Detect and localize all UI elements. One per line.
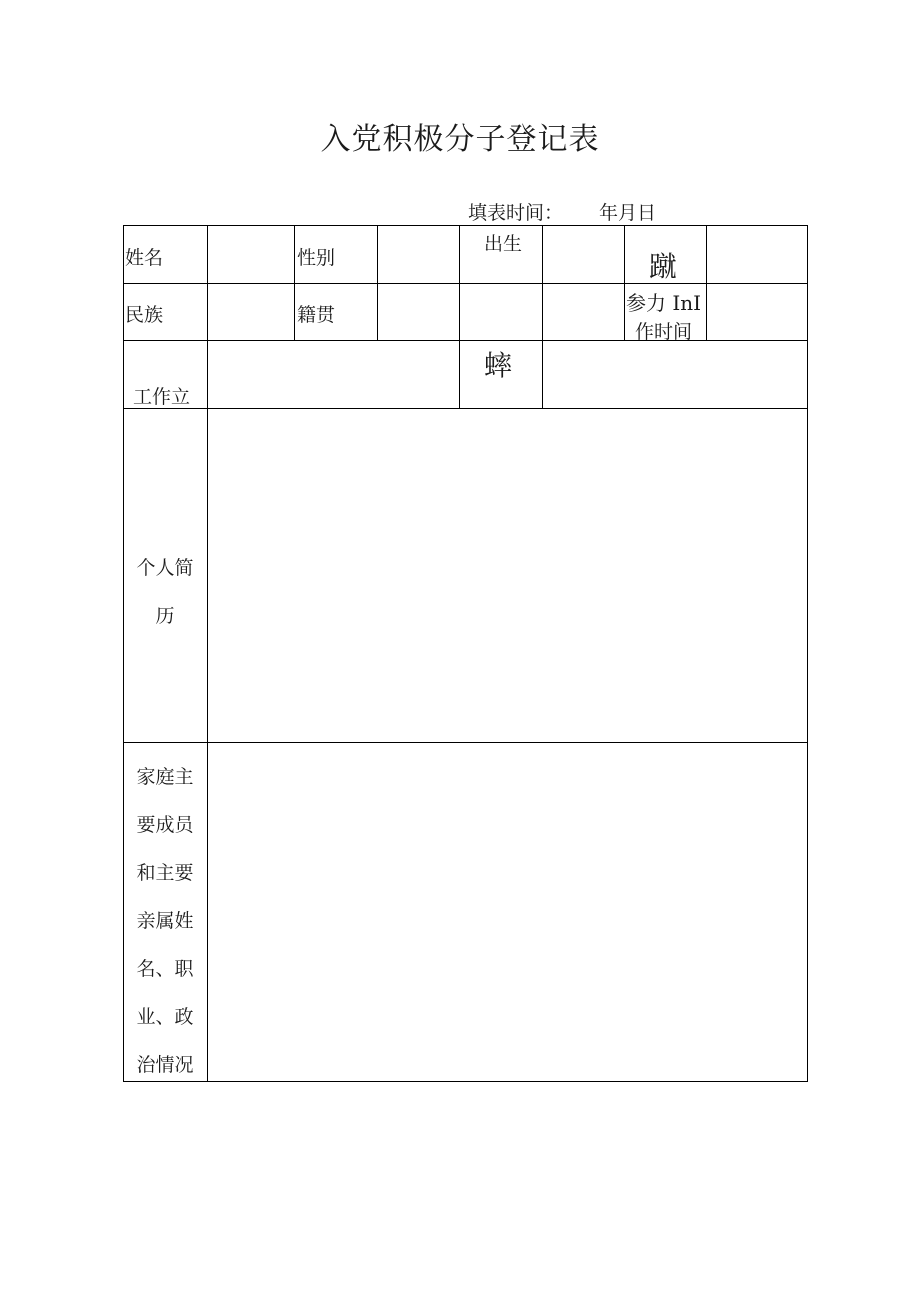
name-label: 姓名 [125,247,164,269]
family-label-line: 治情况 [136,1054,194,1076]
resume-label-line: 个人简 [136,557,194,579]
work-unit-label: 工作立 [133,386,191,408]
table-line [807,225,808,1082]
table-line [123,340,808,341]
resume-label [130,544,200,640]
stamp-glyph: 蹴 [649,250,678,283]
fill-date [468,198,656,225]
work-join-label-line1: 参力 InI [626,291,702,315]
table-line [123,1081,808,1082]
page-title: 入党积极分子登记表 [320,122,600,157]
family-label-line: 业、政 [136,1006,194,1028]
table-line [706,225,707,340]
ethnicity-label: 民族 [125,304,164,326]
birth-label: 出生 [484,233,523,255]
table-line [294,225,295,340]
family-label [130,753,200,1089]
fill-date-value: 年月日 [599,202,657,224]
family-label-line: 亲属姓 [136,910,194,932]
mark-glyph: 蟀 [484,349,513,382]
work-join-label-line2: 作时间 [635,321,693,343]
family-label-line: 名、职 [136,958,194,980]
fill-date-label: 填表时间： [468,202,564,224]
table-line [377,225,378,340]
gender-label: 性别 [297,247,336,269]
table-line [123,408,808,409]
resume-label-line: 历 [155,605,175,627]
family-label-line: 家庭主 [136,766,194,788]
table-line [123,225,124,1082]
table-line [207,225,208,1082]
table-line [123,742,808,743]
native-place-label: 籍贯 [297,304,336,326]
table-line [459,225,460,408]
table-line [542,225,543,408]
family-label-line: 和主要 [136,862,194,884]
table-line [624,225,625,340]
family-label-line: 要成员 [136,814,194,836]
